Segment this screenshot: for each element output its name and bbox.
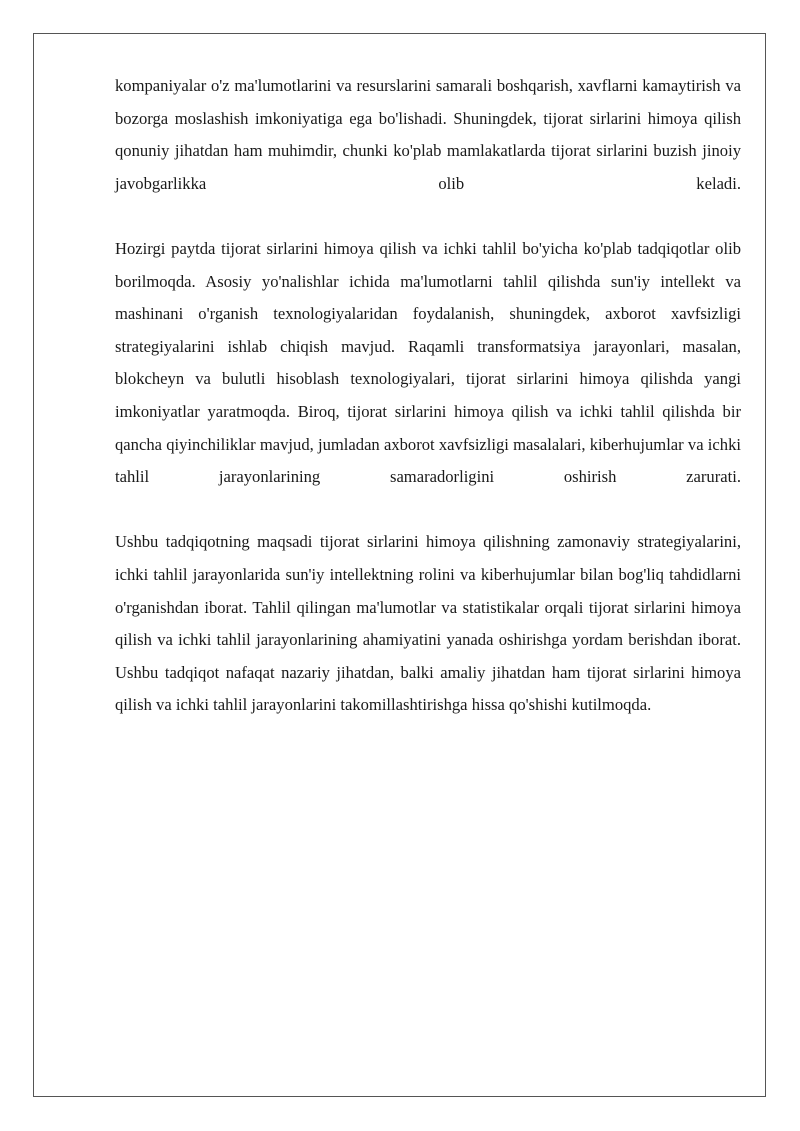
paragraph-1: kompaniyalar o'z ma'lumotlarini va resurslarini samarali boshqarish, xavflarni kamaytirish va bozorga moslashish imkoniyatiga ega bo'lishadi. Shuningdek, tijorat sirlarini himoya qilish qonuniy jihatdan ham muhimdir, chunki ko'plab mamlakatlarda tijorat sirlarini buzish jinoiy javobgarlikka olib keladi.	[115, 76, 741, 193]
document-body	[115, 70, 741, 754]
paragraph-2: Hozirgi paytda tijorat sirlarini himoya qilish va ichki tahlil bo'yicha ko'plab tadqiqotlar olib borilmoqda. Asosiy yo'nalishlar ichida ma'lumotlarni tahlil qilishda sun'iy intellekt va mashinani o'rganish texnologiyalaridan foydalanish, shuningdek, axborot xavfsizligi strategiyalarini ishlab chiqish mavjud. Raqamli transformatsiya jarayonlari, masalan, blokcheyn va bulutli hisoblash texnologiyalari, tijorat sirlarini himoya qilishda yangi imkoniyatlar yaratmoqda. Biroq, tijorat sirlarini himoya qilish va ichki tahlil qilishda bir qancha qiyinchiliklar mavjud, jumladan axborot xavfsizligi masalalari, kiberhujumlar va ichki tahlil jarayonlarining samaradorligini oshirish zarurati.	[115, 238, 741, 487]
paragraph-3: Ushbu tadqiqotning maqsadi tijorat sirlarini himoya qilishning zamonaviy strategiyalarini, ichki tahlil jarayonlarida sun'iy intellektning rolini va kiberhujumlar bilan bog'liq tahdidlarni o'rganishdan iborat. Tahlil qilingan ma'lumotlar va statistikalar orqali tijorat sirlarini himoya qilish va ichki tahlil jarayonlarining ahamiyatini yanada oshirishga yordam berishdan iborat. Ushbu tadqiqot nafaqat nazariy jihatdan, balki amaliy jihatdan ham tijorat sirlarini himoya qilish va ichki tahlil jarayonlarini takomillashtirishga hissa qo'shishi kutilmoqda.	[115, 532, 741, 715]
